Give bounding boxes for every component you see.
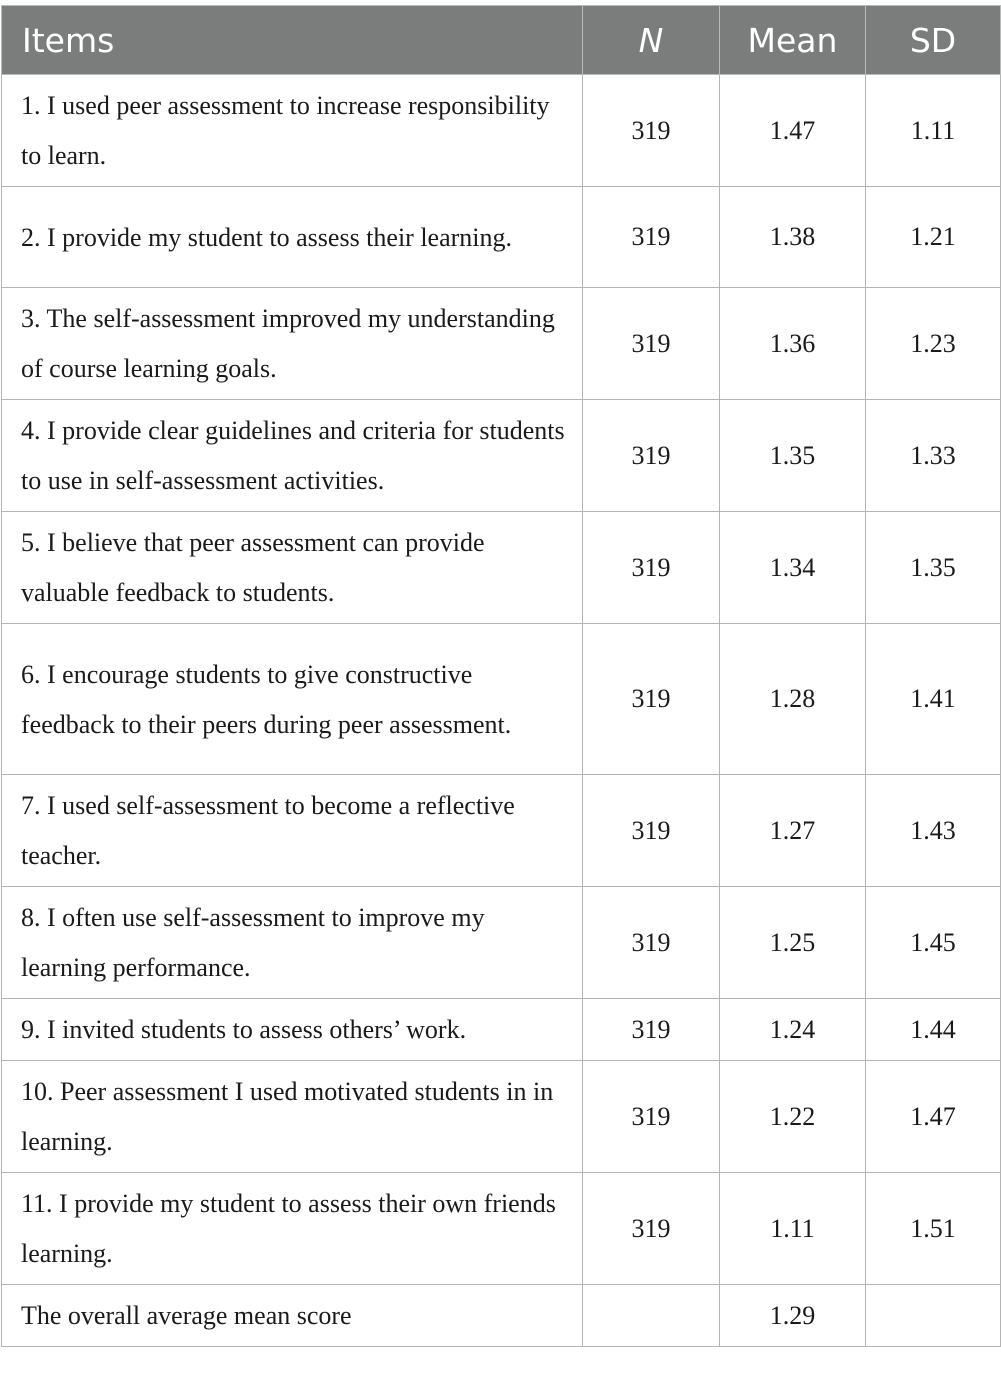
item-cell: 8. I often use self-assessment to improve my learning performance. [2,887,583,999]
sd-cell: 1.51 [866,1173,1001,1285]
item-cell: 7. I used self-assessment to become a reflective teacher. [2,775,583,887]
n-cell: 319 [583,288,720,400]
item-cell: 11. I provide my student to assess their own friends learning. [2,1173,583,1285]
mean-cell: 1.47 [720,75,866,187]
table-row [2,1173,1001,1285]
item-cell: 4. I provide clear guidelines and criteria for students to use in self-assessment activities. [2,400,583,512]
sd-cell: 1.23 [866,288,1001,400]
mean-cell: 1.27 [720,775,866,887]
table-row [2,624,1001,775]
sd-cell: 1.44 [866,999,1001,1061]
item-cell: 6. I encourage students to give constructive feedback to their peers during peer assessment. [2,624,583,775]
n-cell: 319 [583,999,720,1061]
n-cell: 319 [583,775,720,887]
sd-cell: 1.45 [866,887,1001,999]
mean-cell: 1.35 [720,400,866,512]
n-cell: 319 [583,887,720,999]
sd-cell: 1.47 [866,1061,1001,1173]
n-cell: 319 [583,1173,720,1285]
header-n: N [583,6,720,75]
header-sd: SD [866,6,1001,75]
mean-cell: 1.25 [720,887,866,999]
table-row [2,999,1001,1061]
table-row [2,75,1001,187]
mean-cell: 1.28 [720,624,866,775]
mean-cell: 1.24 [720,999,866,1061]
item-cell: 2. I provide my student to assess their learning. [2,187,583,288]
table-row [2,187,1001,288]
mean-cell: 1.34 [720,512,866,624]
n-cell: 319 [583,400,720,512]
sd-cell: 1.35 [866,512,1001,624]
sd-cell: 1.41 [866,624,1001,775]
mean-cell: 1.11 [720,1173,866,1285]
summary-label-cell: The overall average mean score [2,1285,583,1347]
item-cell: 9. I invited students to assess others’ work. [2,999,583,1061]
table-row [2,887,1001,999]
n-cell: 319 [583,75,720,187]
header-row [2,6,1001,75]
table-row [2,288,1001,400]
n-cell: 319 [583,624,720,775]
item-cell: 5. I believe that peer assessment can provide valuable feedback to students. [2,512,583,624]
table-row [2,775,1001,887]
sd-cell: 1.11 [866,75,1001,187]
item-cell: 1. I used peer assessment to increase responsibility to learn. [2,75,583,187]
summary-row [2,1285,1001,1347]
sd-cell [866,1285,1001,1347]
sd-cell: 1.33 [866,400,1001,512]
mean-cell: 1.36 [720,288,866,400]
sd-cell: 1.43 [866,775,1001,887]
mean-cell: 1.22 [720,1061,866,1173]
table-row [2,1061,1001,1173]
overall-mean-cell: 1.29 [720,1285,866,1347]
n-cell [583,1285,720,1347]
header-items: Items [2,6,583,75]
header-mean: Mean [720,6,866,75]
sd-cell: 1.21 [866,187,1001,288]
table-row [2,512,1001,624]
mean-cell: 1.38 [720,187,866,288]
table-row [2,400,1001,512]
n-cell: 319 [583,512,720,624]
n-cell: 319 [583,1061,720,1173]
n-cell: 319 [583,187,720,288]
item-cell: 10. Peer assessment I used motivated students in in learning. [2,1061,583,1173]
item-cell: 3. The self-assessment improved my understanding of course learning goals. [2,288,583,400]
statistics-table [1,5,1001,1347]
